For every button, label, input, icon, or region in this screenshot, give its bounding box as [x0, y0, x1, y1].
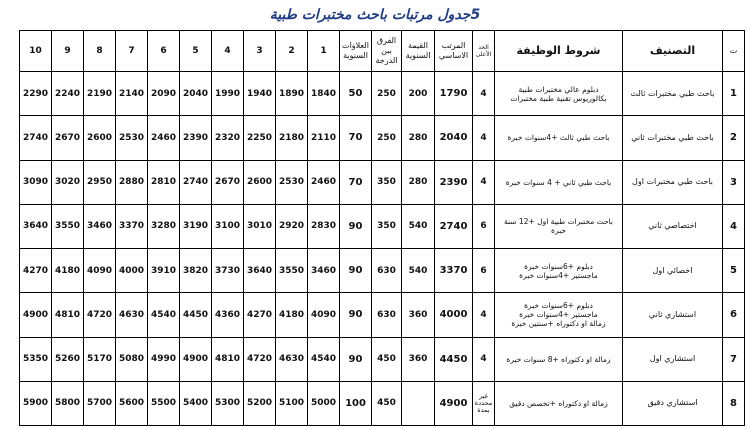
row-base-salary: 2040	[435, 116, 473, 160]
row-requirements	[495, 249, 623, 293]
requirement-line: ماجستير +4سنوات خبرة	[519, 310, 598, 320]
row-annual-value: 540	[402, 204, 435, 248]
row-step-value: 1990	[212, 72, 244, 116]
row-annual-raises: 100	[340, 381, 372, 425]
row-step-value: 4270	[20, 249, 52, 293]
row-step-value: 4630	[276, 337, 308, 381]
row-annual-value: 360	[402, 337, 435, 381]
row-step-value: 4090	[84, 249, 116, 293]
row-step-value: 5170	[84, 337, 116, 381]
row-step-value: 5900	[20, 381, 52, 425]
row-grade-difference: 350	[372, 160, 402, 204]
row-step-value: 3010	[244, 204, 276, 248]
row-annual-value: 360	[402, 293, 435, 337]
row-step-value: 2110	[308, 116, 340, 160]
row-step-value: 1840	[308, 72, 340, 116]
row-annual-value: 540	[402, 249, 435, 293]
row-step-value: 2920	[276, 204, 308, 248]
header-step: 1	[308, 31, 340, 72]
row-step-value: 3460	[84, 204, 116, 248]
row-step-value: 5800	[52, 381, 84, 425]
row-step-value: 4000	[116, 249, 148, 293]
table-row	[20, 337, 745, 381]
row-step-value: 3640	[20, 204, 52, 248]
row-step-value: 4450	[180, 293, 212, 337]
row-annual-value	[402, 381, 435, 425]
row-base-salary: 4900	[435, 381, 473, 425]
row-grade-difference: 630	[372, 293, 402, 337]
row-grade-difference: 250	[372, 116, 402, 160]
row-base-salary: 4000	[435, 293, 473, 337]
table-row	[20, 381, 745, 425]
header-grade-difference: الفرق بين الدرجة	[372, 31, 402, 72]
header-annual-raises: العلاوات السنوية	[340, 31, 372, 72]
requirement-line: زمالة او دكتوراه +تخصص دقيق	[509, 398, 608, 408]
table-row	[20, 116, 745, 160]
row-base-salary: 2740	[435, 204, 473, 248]
requirement-line: دبلوم +6سنوات خبرة	[524, 301, 593, 311]
row-step-value: 2950	[84, 160, 116, 204]
row-step-value: 4090	[308, 293, 340, 337]
row-annual-raises: 50	[340, 72, 372, 116]
row-grade-difference: 350	[372, 204, 402, 248]
row-classification: اختصاصي ثاني	[623, 204, 723, 248]
row-index: 5	[723, 249, 745, 293]
header-step: 10	[20, 31, 52, 72]
row-max-level: 4	[473, 293, 495, 337]
row-classification: اخصائي اول	[623, 249, 723, 293]
row-step-value: 3020	[52, 160, 84, 204]
row-annual-raises: 90	[340, 337, 372, 381]
row-step-value: 2810	[148, 160, 180, 204]
row-step-value: 2190	[84, 72, 116, 116]
row-step-value: 2040	[180, 72, 212, 116]
row-step-value: 4900	[180, 337, 212, 381]
row-step-value: 2740	[180, 160, 212, 204]
row-step-value: 5080	[116, 337, 148, 381]
row-step-value: 2460	[308, 160, 340, 204]
row-index: 6	[723, 293, 745, 337]
table-row	[20, 293, 745, 337]
row-index: 3	[723, 160, 745, 204]
header-step: 3	[244, 31, 276, 72]
row-max-level: 6	[473, 249, 495, 293]
row-classification: استشاري ثاني	[623, 293, 723, 337]
row-step-value: 4810	[52, 293, 84, 337]
row-index: 7	[723, 337, 745, 381]
row-step-value: 3550	[276, 249, 308, 293]
row-base-salary: 2390	[435, 160, 473, 204]
row-step-value: 2090	[148, 72, 180, 116]
row-step-value: 2830	[308, 204, 340, 248]
row-grade-difference: 450	[372, 337, 402, 381]
row-index: 1	[723, 72, 745, 116]
row-step-value: 4540	[148, 293, 180, 337]
row-annual-value: 280	[402, 116, 435, 160]
row-step-value: 4360	[212, 293, 244, 337]
row-step-value: 5100	[276, 381, 308, 425]
table-row	[20, 204, 745, 248]
header-annual-value: القيمة السنوية	[402, 31, 435, 72]
row-step-value: 4180	[276, 293, 308, 337]
row-step-value: 3820	[180, 249, 212, 293]
table-row	[20, 160, 745, 204]
salary-table	[19, 30, 745, 426]
row-classification: استشاري اول	[623, 337, 723, 381]
row-annual-raises: 90	[340, 249, 372, 293]
requirement-line: زمالة او دكتوراه +سنتين خبرة	[511, 319, 606, 329]
row-index: 8	[723, 381, 745, 425]
row-classification: باحث طبي مختبرات اول	[623, 160, 723, 204]
row-requirements	[495, 204, 623, 248]
row-requirements	[495, 72, 623, 116]
row-requirements	[495, 381, 623, 425]
row-max-level: 4	[473, 160, 495, 204]
row-step-value: 2670	[212, 160, 244, 204]
row-annual-raises: 70	[340, 160, 372, 204]
row-step-value: 5500	[148, 381, 180, 425]
requirement-line: باحث مختبرات طبية اول +12 سنة خبرة	[503, 217, 614, 236]
row-base-salary: 1790	[435, 72, 473, 116]
requirement-line: باحث طبي ثاني + 4 سنوات خبرة	[505, 177, 612, 187]
requirement-line: ماجستير +4سنوات خبرة	[519, 270, 598, 280]
row-step-value: 2140	[116, 72, 148, 116]
row-step-value: 3730	[212, 249, 244, 293]
header-step: 7	[116, 31, 148, 72]
table-title: 5جدول مرتبات باحث مختبرات طبية	[269, 7, 481, 23]
row-step-value: 2530	[276, 160, 308, 204]
row-step-value: 5600	[116, 381, 148, 425]
row-step-value: 3550	[52, 204, 84, 248]
row-annual-raises: 70	[340, 116, 372, 160]
header-row	[20, 31, 745, 72]
row-step-value: 2390	[180, 116, 212, 160]
row-max-level: 4	[473, 337, 495, 381]
row-step-value: 3100	[212, 204, 244, 248]
row-step-value: 2240	[52, 72, 84, 116]
row-base-salary: 3370	[435, 249, 473, 293]
row-step-value: 2250	[244, 116, 276, 160]
header-step: 9	[52, 31, 84, 72]
header-classification: التصنيف	[623, 31, 723, 72]
row-step-value: 2290	[20, 72, 52, 116]
requirement-line: باحث طبي ثالث +4سنوات خبرة	[507, 133, 610, 143]
row-step-value: 3910	[148, 249, 180, 293]
header-max-level: الحد الأعلى	[473, 31, 495, 72]
row-base-salary: 4450	[435, 337, 473, 381]
header-step: 6	[148, 31, 180, 72]
row-classification: باحث طبي مختبرات ثالث	[623, 72, 723, 116]
row-step-value: 2600	[244, 160, 276, 204]
row-requirements	[495, 293, 623, 337]
row-step-value: 5200	[244, 381, 276, 425]
row-step-value: 4540	[308, 337, 340, 381]
row-step-value: 2460	[148, 116, 180, 160]
row-step-value: 5350	[20, 337, 52, 381]
row-grade-difference: 250	[372, 72, 402, 116]
row-max-level: 4	[473, 72, 495, 116]
row-step-value: 2600	[84, 116, 116, 160]
row-step-value: 3280	[148, 204, 180, 248]
row-step-value: 5260	[52, 337, 84, 381]
row-max-level: 4	[473, 116, 495, 160]
header-step: 8	[84, 31, 116, 72]
row-annual-raises: 90	[340, 204, 372, 248]
row-step-value: 5000	[308, 381, 340, 425]
row-index: 4	[723, 204, 745, 248]
row-step-value: 3460	[308, 249, 340, 293]
row-step-value: 2320	[212, 116, 244, 160]
row-step-value: 2670	[52, 116, 84, 160]
row-step-value: 5400	[180, 381, 212, 425]
row-step-value: 4720	[84, 293, 116, 337]
row-step-value: 1940	[244, 72, 276, 116]
requirement-line: زمالة او دكتوراه +8 سنوات خبرة	[506, 354, 611, 364]
row-max-level: 6	[473, 204, 495, 248]
row-step-value: 4990	[148, 337, 180, 381]
row-step-value: 4180	[52, 249, 84, 293]
header-index: ت	[723, 31, 745, 72]
row-step-value: 5300	[212, 381, 244, 425]
header-step: 2	[276, 31, 308, 72]
row-grade-difference: 630	[372, 249, 402, 293]
table-row	[20, 72, 745, 116]
row-step-value: 4900	[20, 293, 52, 337]
row-step-value: 2740	[20, 116, 52, 160]
row-max-level: غير محددة بمدة	[473, 381, 495, 425]
row-grade-difference: 450	[372, 381, 402, 425]
row-step-value: 2880	[116, 160, 148, 204]
row-step-value: 4810	[212, 337, 244, 381]
row-classification: باحث طبي مختبرات ثاني	[623, 116, 723, 160]
row-annual-raises: 90	[340, 293, 372, 337]
row-step-value: 2180	[276, 116, 308, 160]
header-base-salary: المرتب الاساسي	[435, 31, 473, 72]
requirement-line: بكالوريوس تقنية طبية مختبرات	[510, 93, 607, 103]
header-step: 4	[212, 31, 244, 72]
row-step-value: 4720	[244, 337, 276, 381]
row-step-value: 2530	[116, 116, 148, 160]
header-step: 5	[180, 31, 212, 72]
row-step-value: 4270	[244, 293, 276, 337]
row-step-value: 1890	[276, 72, 308, 116]
requirement-line: دبلوم +6سنوات خبرة	[524, 261, 593, 271]
row-index: 2	[723, 116, 745, 160]
header-job-requirements: شروط الوظيفة	[495, 31, 623, 72]
row-annual-value: 280	[402, 160, 435, 204]
row-step-value: 3090	[20, 160, 52, 204]
row-requirements	[495, 160, 623, 204]
row-step-value: 5700	[84, 381, 116, 425]
requirement-line: دبلوم عالي مختبرات طبية	[518, 84, 599, 94]
row-step-value: 3190	[180, 204, 212, 248]
row-requirements	[495, 116, 623, 160]
row-classification: استشاري دقيق	[623, 381, 723, 425]
row-step-value: 4630	[116, 293, 148, 337]
row-annual-value: 200	[402, 72, 435, 116]
row-requirements	[495, 337, 623, 381]
table-row	[20, 249, 745, 293]
row-step-value: 3370	[116, 204, 148, 248]
row-step-value: 3640	[244, 249, 276, 293]
